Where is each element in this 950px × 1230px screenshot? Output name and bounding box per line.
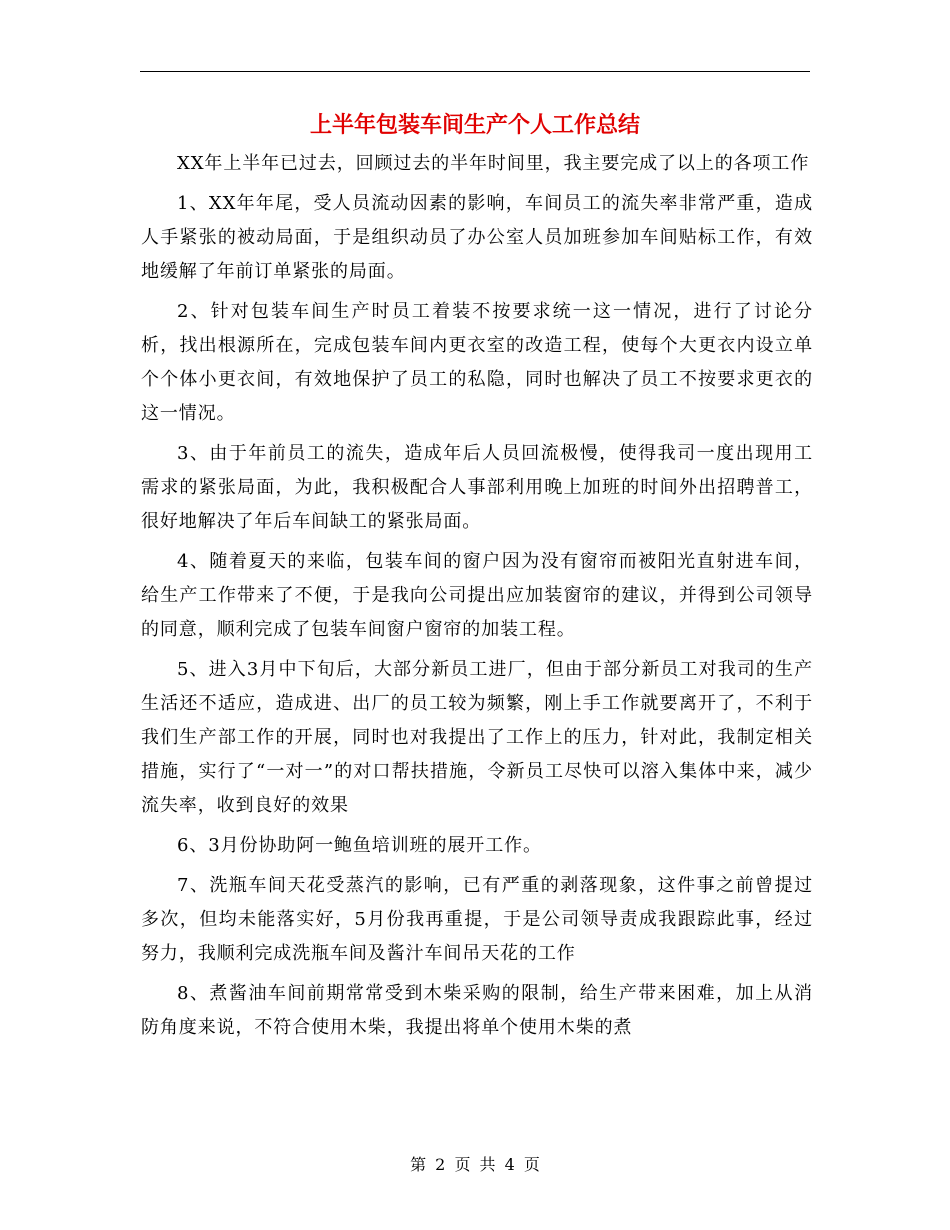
paragraph-item-2: 2、针对包装车间生产时员工着装不按要求统一这一情况，进行了讨论分析，找出根源所在，完成包装车间内更衣室的改造工程，使每个大更衣内设立单个个体小更衣间，有效地保护了员工的私隐，同时也解决了员工不按要求更衣的这一情况。 [141, 301, 813, 424]
document-title: 上半年包装车间生产个人工作总结 [309, 113, 640, 138]
header-rule [140, 71, 810, 72]
paragraph-item-8: 8、煮酱油车间前期常常受到木柴采购的限制，给生产带来困难，加上从消防角度来说，不符合使用木柴，我提出将单个使用木柴的煮 [141, 983, 813, 1038]
paragraph-item-7: 7、洗瓶车间天花受蒸汽的影响，已有严重的剥落现象，这件事之前曾提过多次，但均未能落实好，5月份我再重提，于是公司领导责成我跟踪此事，经过努力，我顺利完成洗瓶车间及酱汁车间吊天花的工作 [141, 875, 813, 964]
document-body [141, 147, 813, 1051]
paragraph-item-3: 3、由于年前员工的流失，造成年后人员回流极慢，使得我司一度出现用工需求的紧张局面，为此，我积极配合人事部利用晚上加班的时间外出招聘普工，很好地解决了年后车间缺工的紧张局面。 [141, 443, 813, 532]
paragraph-intro: XX年上半年已过去，回顾过去的半年时间里，我主要完成了以上的各项工作 [177, 153, 810, 174]
paragraph-item-6: 6、3月份协助阿一鲍鱼培训班的展开工作。 [177, 835, 542, 856]
paragraph-item-5: 5、进入3月中下旬后，大部分新员工进厂，但由于部分新员工对我司的生产生活还不适应，造成进、出厂的员工较为频繁，刚上手工作就要离开了，不利于我们生产部工作的开展，同时也对我提出了工作上的压力，针对此，我制定相关措施，实行了“一对一”的对口帮扶措施，令新员工尽快可以溶入集体中来，减少流失率，收到良好的效果 [141, 659, 813, 816]
paragraph-item-4: 4、随着夏天的来临，包装车间的窗户因为没有窗帘而被阳光直射进车间，给生产工作带来了不便，于是我向公司提出应加装窗帘的建议，并得到公司领导的同意，顺利完成了包装车间窗户窗帘的加装工程。 [141, 551, 813, 640]
paragraph-item-1: 1、XX年年尾，受人员流动因素的影响，车间员工的流失率非常严重，造成人手紧张的被动局面，于是组织动员了办公室人员加班参加车间贴标工作，有效地缓解了年前订单紧张的局面。 [141, 193, 813, 282]
page-number-footer: 第 2 页 共 4 页 [410, 1155, 540, 1174]
